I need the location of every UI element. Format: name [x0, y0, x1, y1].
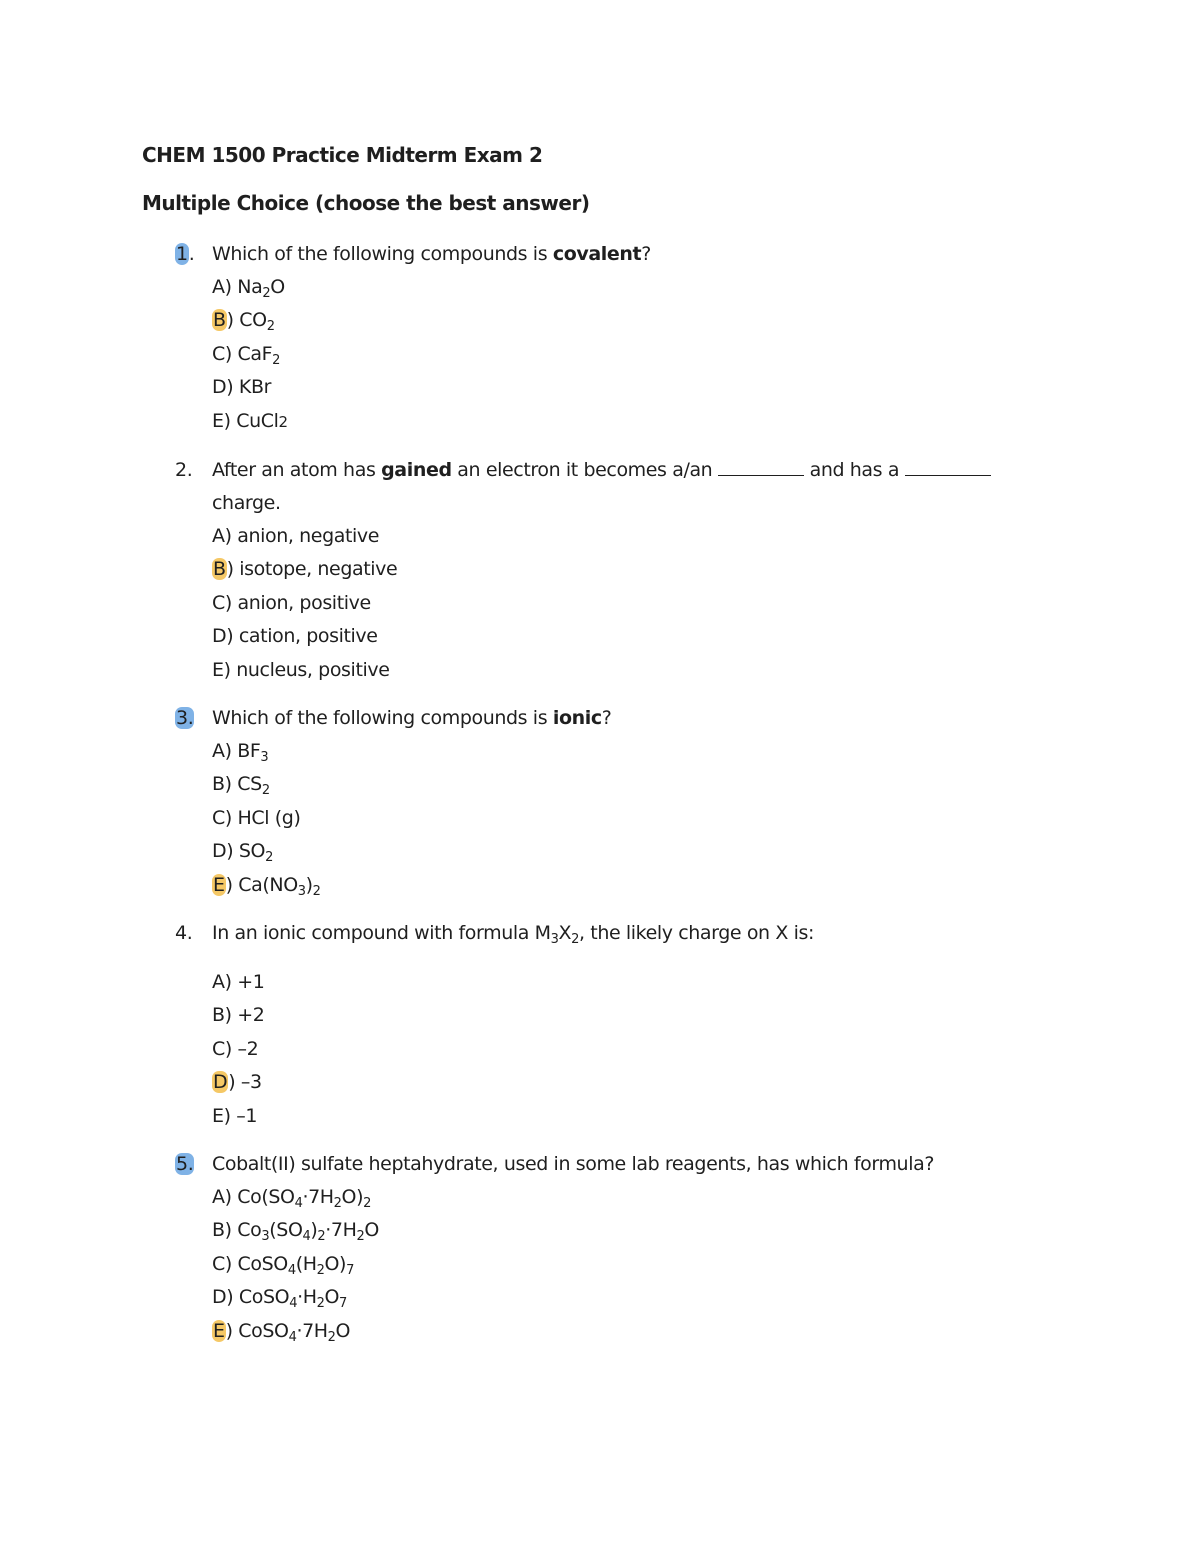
- option-b: B) +2: [212, 1004, 265, 1027]
- option-a: A) $Na_2O$: [212, 276, 285, 301]
- question-number: 1.: [176, 243, 195, 265]
- answer-highlight: E: [213, 1319, 225, 1342]
- option-e: E) $CoSO_4\cdot 7H_2O$: [213, 1319, 351, 1345]
- option-c: C) –2: [212, 1037, 259, 1060]
- option-b: B) $CS_2$: [212, 773, 270, 799]
- option-d: D) –3: [213, 1071, 262, 1094]
- answer-highlight: E: [213, 873, 225, 896]
- question-stem: 3. Which of the following compounds is ionic?: [175, 702, 1055, 735]
- option-a: A) +1: [212, 971, 265, 993]
- answer-highlight: D: [213, 1071, 228, 1094]
- option-e: E) nucleus, positive: [212, 658, 390, 681]
- question-number: 5.: [176, 1153, 194, 1175]
- question-stem: 5. Cobalt(II) sulfate heptahydrate, used in some lab reagents, has which formula?: [175, 1148, 1055, 1181]
- answer-highlight: B: [213, 309, 226, 332]
- option-b: B) $Co_3(SO_4)_2\cdot 7H_2O$: [212, 1219, 379, 1245]
- question-number: 4.: [175, 922, 193, 944]
- question-stem: 1. Which of the following compounds is covalent?: [175, 238, 1055, 271]
- option-e: E) CuCl2: [212, 409, 288, 432]
- option-d: D) KBr: [212, 376, 271, 399]
- option-a: A) anion, negative: [212, 525, 380, 547]
- option-c: C) $CoSO_4(H_2O)_7$: [212, 1252, 354, 1278]
- option-c: C) CaF$_2$: [212, 342, 281, 368]
- question-stem: 4. In an ionic compound with formula $M_3X_2$, the likely charge on X is:: [175, 917, 1055, 950]
- question-4: [175, 917, 1055, 1133]
- answer-highlight: B: [213, 558, 226, 581]
- option-d: D) $SO_2$: [212, 840, 273, 866]
- section-heading: Multiple Choice (choose the best answer): [142, 191, 590, 215]
- option-c: C) HCl (g): [212, 806, 301, 829]
- answer-blank: [718, 457, 804, 476]
- page-title: CHEM 1500 Practice Midterm Exam 2: [142, 143, 543, 167]
- option-e: E) –1: [212, 1104, 258, 1127]
- question-number: 3.: [176, 707, 194, 729]
- option-b: B) isotope, negative: [213, 558, 398, 581]
- option-d: D) cation, positive: [212, 625, 378, 648]
- question-3: [175, 702, 1055, 902]
- option-b: B) $CO_2$: [213, 309, 275, 335]
- option-a: A) $Co(SO_4\cdot 7H_2O)_2$: [212, 1186, 371, 1211]
- question-5: [175, 1148, 1055, 1348]
- option-a: A) $BF_3$: [212, 740, 269, 765]
- answer-blank: [905, 457, 991, 476]
- option-d: D) $CoSO_4\cdot H_2O_7$: [212, 1286, 347, 1312]
- option-c: C) anion, positive: [212, 591, 371, 614]
- question-2: [175, 454, 1055, 687]
- question-number: 2.: [175, 459, 193, 481]
- question-stem: 2. After an atom has gained an electron it becomes a/an and has a charge.: [175, 454, 1055, 520]
- option-e: E) $Ca(NO_3)_2$: [213, 873, 321, 899]
- question-1: [175, 238, 1055, 439]
